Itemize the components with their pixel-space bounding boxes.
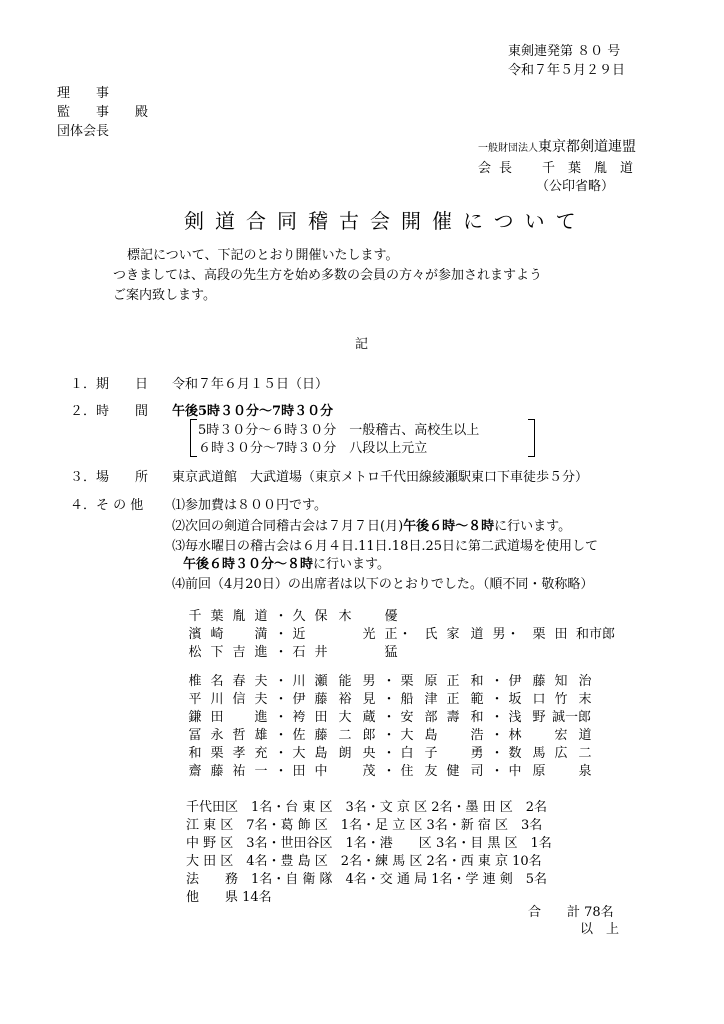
attendee-char: 木	[338, 609, 352, 624]
attendee-char: 原	[532, 764, 546, 779]
note-wednesday-1: ⑶毎水曜日の稽古会は６月４日.11日.18日.25日に第二武道場を使用して	[172, 539, 599, 554]
attendee-char: ・	[382, 764, 396, 779]
attendee-char: 冨	[188, 728, 202, 743]
attendee-char: 名	[210, 674, 224, 689]
attendee-char: 栗	[210, 746, 224, 761]
attendee-char: 大	[400, 728, 414, 743]
attendee-char: 佐	[292, 728, 306, 743]
attendee-char: 健	[446, 764, 460, 779]
attendee-char: 正	[446, 674, 460, 689]
attendee-char: ・	[274, 728, 288, 743]
attendee-char: 大	[338, 710, 352, 725]
note-fee: ⑴参加費は８００円です。	[172, 498, 327, 513]
attendee-char: 家	[446, 627, 460, 642]
doc-number: 東剣連発第 ８０ 号	[508, 44, 621, 59]
attendee-char: 保	[314, 609, 328, 624]
attendee-char: ・	[490, 746, 504, 761]
attendee-char: 野	[532, 710, 546, 725]
attendee-char: ・	[490, 764, 504, 779]
attendee-char: 猛	[384, 645, 398, 660]
attendee-char: ・	[274, 710, 288, 725]
attendee-char: 優	[384, 609, 398, 624]
attendee-char: 葉	[210, 609, 224, 624]
attendee-char: 夫	[254, 674, 268, 689]
attendee-char: 吉	[232, 645, 246, 660]
item-time-sub-2: ６時３０分～7時３０分 八段以上元立	[198, 441, 428, 456]
attendee-char: 光	[362, 627, 376, 642]
attendee-char: 和	[470, 710, 484, 725]
attendee-char: 和	[188, 746, 202, 761]
sender-org-name: 東京都剣道連盟	[538, 139, 636, 155]
attendee-char: 末	[578, 692, 592, 707]
attendee-char: ・	[490, 692, 504, 707]
attendee-char: 中	[314, 764, 328, 779]
attendee-char: 子	[424, 746, 438, 761]
intro-line-1: 標記について、下記のとおり開催いたします。	[127, 248, 399, 263]
ward-line-5: 法 務 1名・自 衛 隊 4名・交 通 局 1名・学 連 剣 5名	[186, 872, 548, 887]
attendee-char: 和	[470, 674, 484, 689]
attendee-char: 信	[232, 692, 246, 707]
attendee-char: 田	[292, 764, 306, 779]
ward-line-6: 他 県 14名	[186, 890, 272, 905]
attendee-char: ・	[274, 609, 288, 624]
attendee-char: 久	[292, 609, 306, 624]
attendee-char: 友	[424, 764, 438, 779]
attendee-char: ・	[274, 627, 288, 642]
attendee-char: 川	[210, 692, 224, 707]
attendee-char: 氏	[424, 627, 438, 642]
attendee-char: 藤	[314, 728, 328, 743]
attendee-char: 藤	[532, 674, 546, 689]
attendee-char: 充	[254, 746, 268, 761]
attendee-char: 道	[254, 609, 268, 624]
attendee-char: 永	[210, 728, 224, 743]
attendee-char: 原	[424, 674, 438, 689]
attendee-char: 椎	[188, 674, 202, 689]
attendee-char: 道	[470, 627, 484, 642]
attendee-char: 川	[292, 674, 306, 689]
intro-line-2: つきましては、高段の先生方を始め多数の会員の方々が参加されますよう	[113, 268, 543, 283]
ward-line-4: 大 田 区 4名・豊 島 区 2名・練 馬 区 2名・西 東 京 10名	[186, 854, 542, 869]
seal-note: （公印省略）	[536, 179, 615, 194]
attendee-char: 口	[532, 692, 546, 707]
attendee-char: 二	[578, 746, 592, 761]
attendee-char: ・	[490, 728, 504, 743]
attendee-char: 満	[254, 627, 268, 642]
closing: 以 上	[580, 922, 620, 937]
attendee-char: 瀬	[314, 674, 328, 689]
attendee-char: ・	[382, 674, 396, 689]
attendee-char: 雄	[254, 728, 268, 743]
attendee-char: 誠一郎	[552, 710, 592, 725]
attendee-char: 一	[254, 764, 268, 779]
note-attendance: ⑷前回（4月20日）の出席者は以下のとおりでした。（順不同・敬称略）	[172, 577, 594, 592]
attendee-char: 二	[338, 728, 352, 743]
attendee-char: 津	[424, 692, 438, 707]
item-time-main: 午後5時３０分～7時３０分	[172, 404, 334, 419]
attendee-char: ・	[382, 692, 396, 707]
item-place-label: ３．場 所	[70, 470, 149, 485]
intro-line-3: ご案内致します。	[113, 288, 216, 303]
note-next-time: 午後６時～８時	[403, 519, 495, 534]
attendee-char: 住	[400, 764, 414, 779]
attendee-char: 栗	[400, 674, 414, 689]
sender-organization	[478, 136, 636, 156]
attendee-char: 郎	[362, 728, 376, 743]
doc-date: 令和７年５月２９日	[508, 63, 626, 78]
attendee-char: 進	[254, 710, 268, 725]
attendee-char: 近	[292, 627, 306, 642]
attendee-char: 崎	[210, 627, 224, 642]
attendee-char: 島	[314, 746, 328, 761]
attendee-char: 下	[210, 645, 224, 660]
note-wednesday-2	[183, 553, 390, 572]
attendee-char: ・	[274, 645, 288, 660]
recipient-auditors: 監 事 殿	[57, 105, 149, 120]
attendee-char: 藤	[314, 692, 328, 707]
attendee-char: 蔵	[362, 710, 376, 725]
attendee-char: 田	[314, 710, 328, 725]
sender-name: 千 葉 胤 道	[542, 161, 634, 176]
attendee-char: 馬	[532, 746, 546, 761]
attendee-char: 石	[292, 645, 306, 660]
attendee-char: 朗	[338, 746, 352, 761]
attendee-char: 央	[362, 746, 376, 761]
attendee-char: 和市郎	[576, 627, 616, 642]
attendee-char: 広	[554, 746, 568, 761]
attendee-char: 男	[362, 674, 376, 689]
recipient-group-heads: 団体会長	[57, 124, 110, 139]
attendee-char: 伊	[292, 692, 306, 707]
attendee-char: ・	[398, 627, 412, 642]
item-place-value: 東京武道館 大武道場（東京メトロ千代田線綾瀬駅東口下車徒歩５分）	[172, 470, 589, 485]
attendee-char: 胤	[232, 609, 246, 624]
attendee-char: 勇	[470, 746, 484, 761]
ward-line-3: 中 野 区 3名・世田谷区 1名・港 区 3名・目 黒 区 1名	[186, 836, 552, 851]
time-bracket-left	[190, 419, 197, 457]
attendee-char: 壽	[446, 710, 460, 725]
attendee-char: 知	[554, 674, 568, 689]
attendee-char: 能	[338, 674, 352, 689]
time-bracket-right	[528, 419, 535, 457]
attendee-char: 裕	[338, 692, 352, 707]
note-next-a: ⑵次回の剣道合同稽古会は７月７日(月)	[172, 519, 404, 534]
attendee-char: 司	[470, 764, 484, 779]
recipient-directors: 理 事	[57, 86, 110, 101]
attendee-char: 進	[254, 645, 268, 660]
attendee-char: 祐	[232, 764, 246, 779]
attendee-char: ・	[490, 674, 504, 689]
attendee-char: ・	[274, 746, 288, 761]
attendee-char: 男	[492, 627, 506, 642]
attendee-char: 平	[188, 692, 202, 707]
attendee-char: ・	[274, 764, 288, 779]
attendee-char: ・	[506, 627, 520, 642]
item-date-label: １．期 日	[70, 377, 149, 392]
sender-role: 会長	[478, 161, 521, 176]
attendee-char: 伊	[508, 674, 522, 689]
note-next-session	[172, 515, 571, 534]
attendee-char: 坂	[508, 692, 522, 707]
attendee-char: ・	[382, 728, 396, 743]
attendee-char: 哲	[232, 728, 246, 743]
attendee-char: 竹	[554, 692, 568, 707]
attendee-char: 船	[400, 692, 414, 707]
attendee-char: 井	[314, 645, 328, 660]
attendee-char: 部	[424, 710, 438, 725]
attendee-char: 齋	[188, 764, 202, 779]
attendee-char: 泉	[578, 764, 592, 779]
attendee-char: 藤	[210, 764, 224, 779]
attendee-char: ・	[274, 674, 288, 689]
attendee-char: ・	[274, 692, 288, 707]
attendee-char: 見	[362, 692, 376, 707]
attendee-char: 正	[384, 627, 398, 642]
attendee-char: ・	[382, 746, 396, 761]
attendee-char: 道	[578, 728, 592, 743]
sender-org-prefix: 一般財団法人	[478, 143, 538, 154]
attendee-char: 浩	[470, 728, 484, 743]
ki-heading: 記	[355, 337, 369, 352]
attendee-char: 宏	[554, 728, 568, 743]
attendee-char: 中	[508, 764, 522, 779]
note-next-c: に行います。	[494, 519, 572, 534]
ward-line-1: 千代田区 1名・台 東 区 3名・文 京 区 2名・墨 田 区 2名	[186, 800, 548, 815]
attendee-char: 白	[400, 746, 414, 761]
item-date-value: 令和７年６月１５日（日）	[172, 377, 329, 392]
attendee-char: 範	[470, 692, 484, 707]
attendee-char: 田	[210, 710, 224, 725]
attendee-char: 袴	[292, 710, 306, 725]
attendee-char: 鎌	[188, 710, 202, 725]
item-time-label: ２．時 間	[70, 404, 149, 419]
ward-line-2: 江 東 区 7名・葛 飾 区 1名・足 立 区 3名・新 宿 区 3名	[186, 818, 543, 833]
attendee-char: 茂	[362, 764, 376, 779]
note-wednesday-c: に行います。	[313, 557, 390, 572]
attendee-char: 正	[446, 692, 460, 707]
attendee-char: 数	[508, 746, 522, 761]
page-title: 剣道合同稽古会開催について	[184, 209, 587, 233]
item-time-sub-1: 5時３０分～６時３０分 一般稽古、高校生以上	[198, 423, 480, 438]
attendee-char: 安	[400, 710, 414, 725]
attendee-char: ・	[490, 710, 504, 725]
attendee-char: 孝	[232, 746, 246, 761]
item-other-label: ４．そ の 他	[70, 498, 144, 513]
attendee-char: 大	[292, 746, 306, 761]
attendee-char: 浅	[508, 710, 522, 725]
attendee-char: 田	[554, 627, 568, 642]
attendee-char: 治	[578, 674, 592, 689]
attendee-char: 島	[424, 728, 438, 743]
attendee-char: 夫	[254, 692, 268, 707]
attendee-char: 林	[508, 728, 522, 743]
attendee-char: 栗	[532, 627, 546, 642]
note-wednesday-time: 午後６時３０分～８時	[183, 557, 314, 572]
attendee-char: 千	[188, 609, 202, 624]
attendee-char: 春	[232, 674, 246, 689]
attendee-char: 松	[188, 645, 202, 660]
attendee-char: 濱	[188, 627, 202, 642]
total-count: 合 計 78名	[528, 905, 614, 920]
attendee-char: ・	[382, 710, 396, 725]
